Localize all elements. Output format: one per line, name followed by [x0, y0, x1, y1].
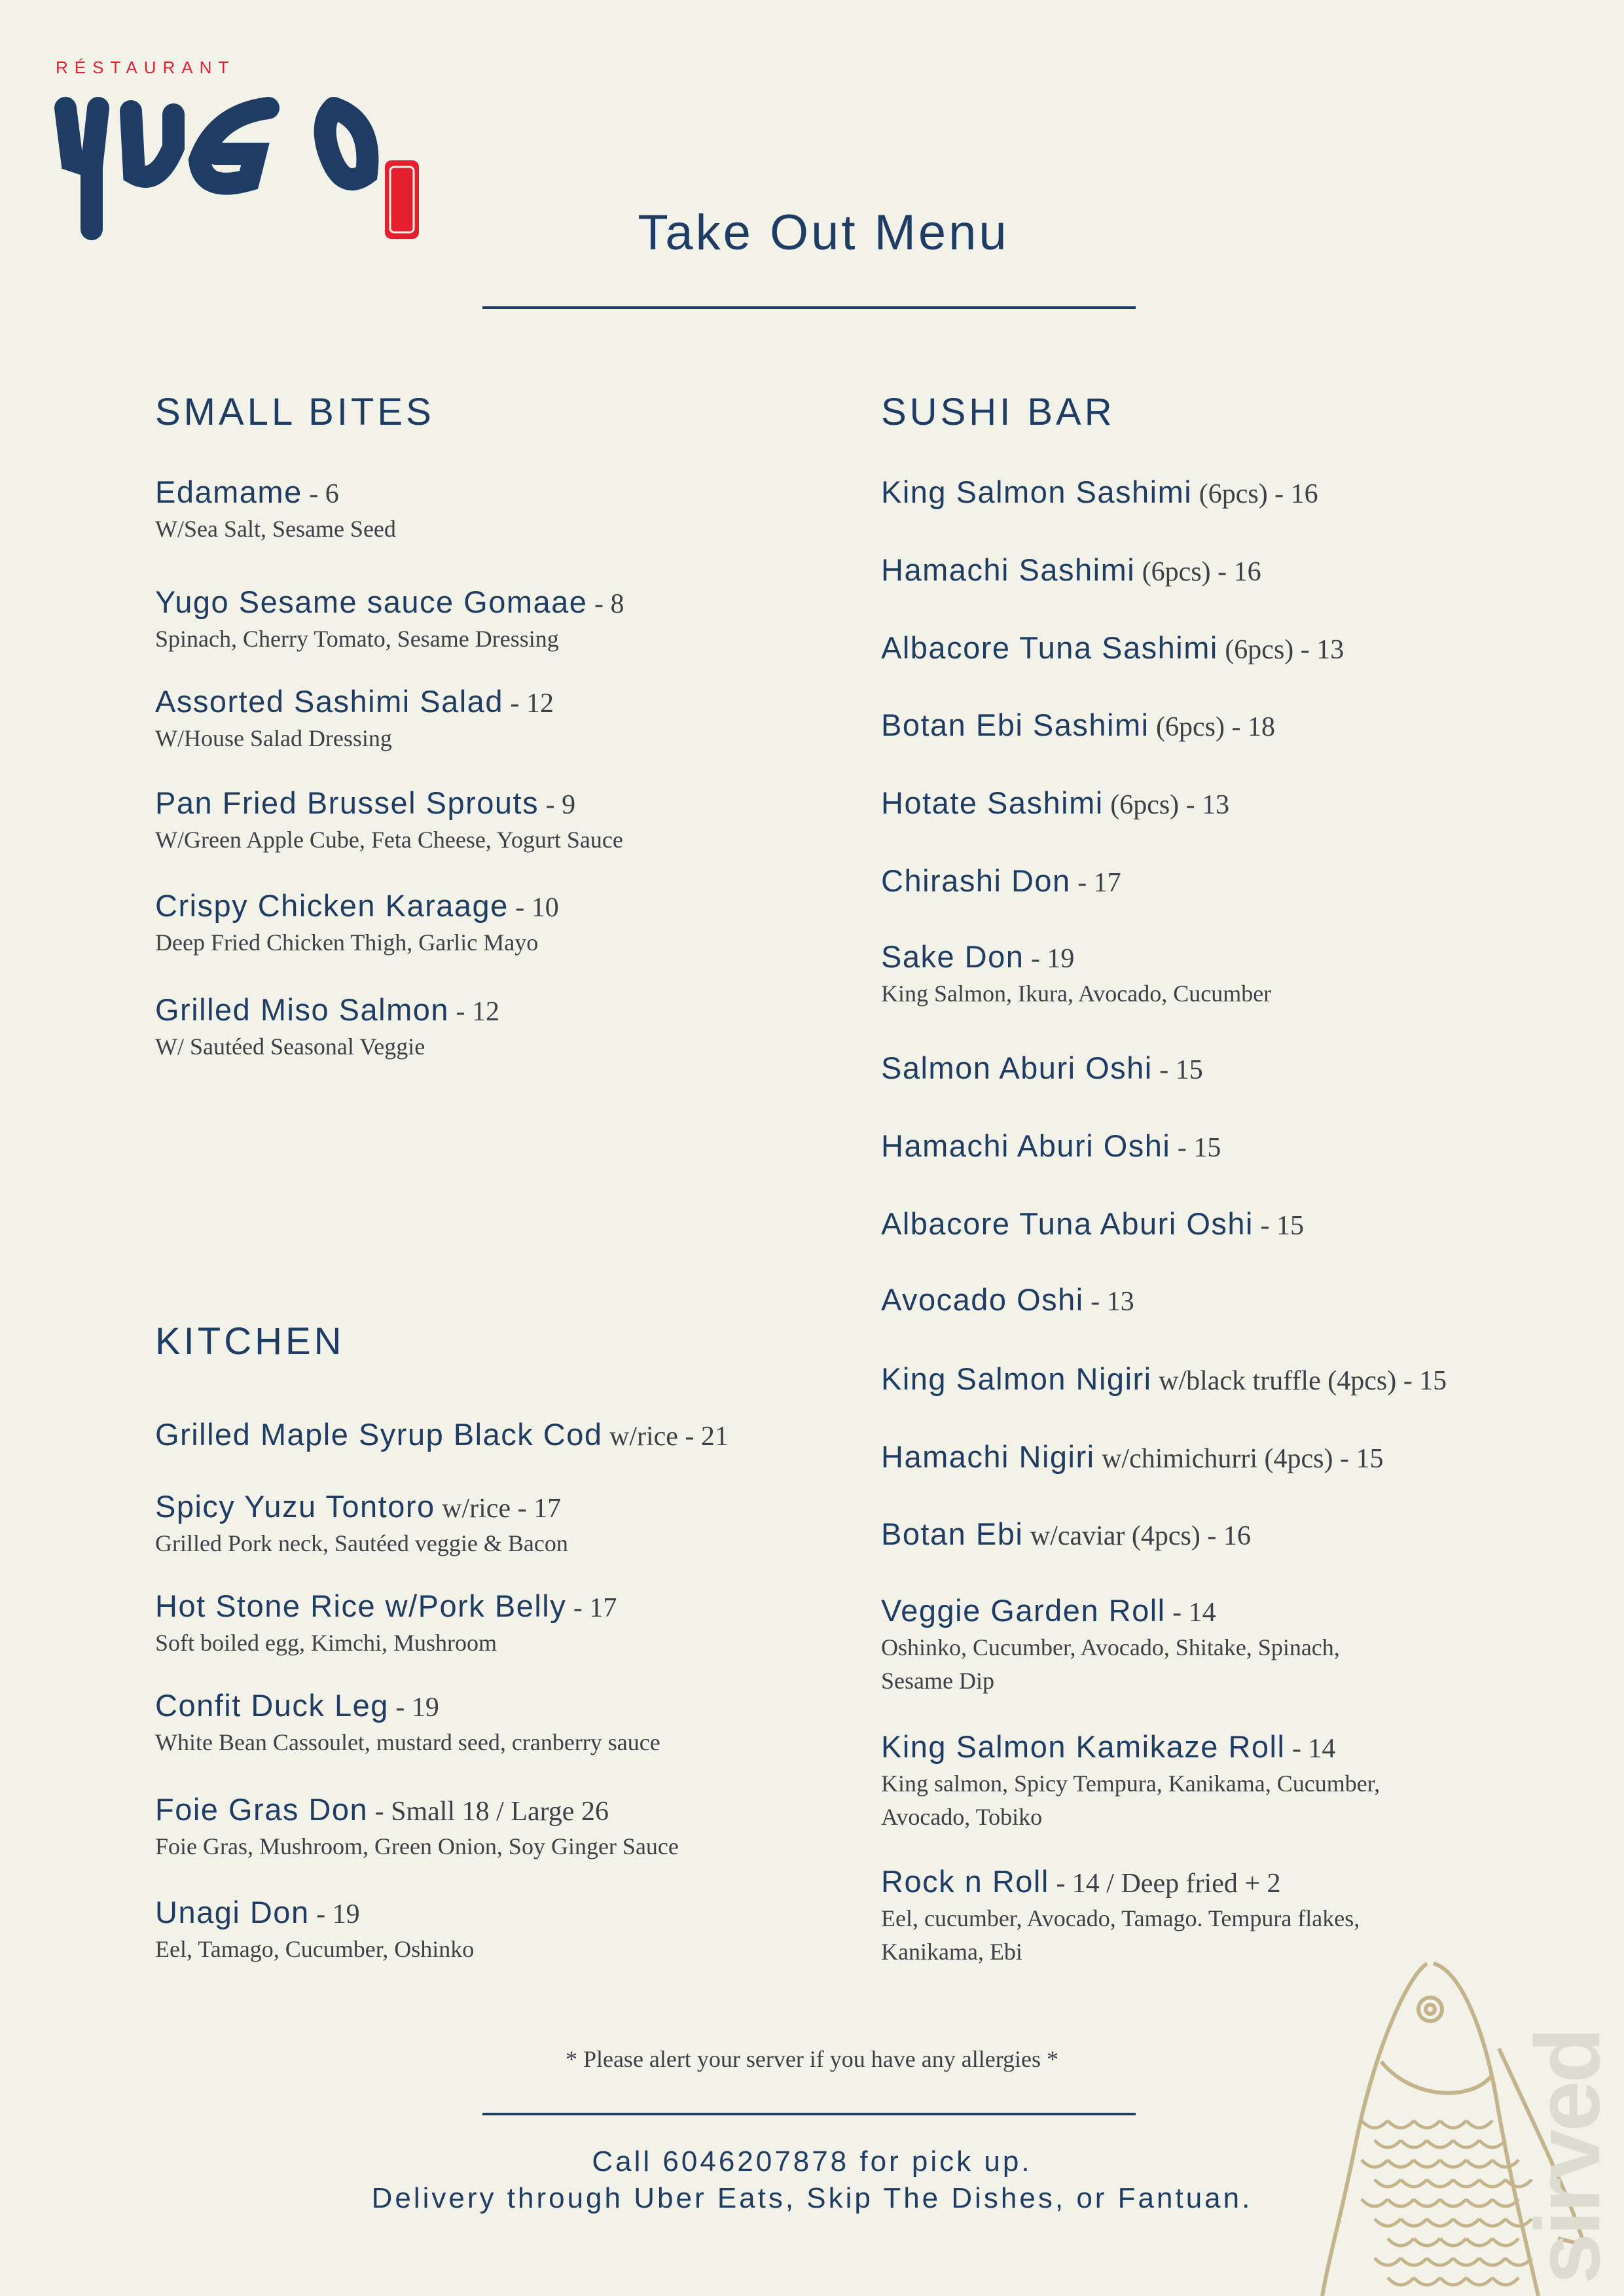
fish-scale [1479, 2258, 1506, 2265]
menu-item-description: King Salmon, Ikura, Avocado, Cucumber [881, 980, 1272, 1007]
fish-scale [1375, 2219, 1401, 2226]
menu-item-price: w/black truffle (4pcs) - 15 [1151, 1366, 1447, 1396]
menu-item-price: - 17 [1070, 868, 1121, 898]
menu-item [881, 1282, 1134, 1320]
menu-item-name: Sake Don [881, 939, 1024, 974]
menu-item-description: W/House Salad Dressing [155, 725, 392, 751]
menu-item-price: - 17 [566, 1593, 617, 1623]
menu-item [155, 1588, 617, 1660]
menu-item-name: Hotate Sashimi [881, 785, 1104, 820]
menu-item-name: Hamachi Sashimi [881, 552, 1136, 587]
menu-item-price: - 15 [1152, 1055, 1203, 1085]
fish-scale [1466, 2121, 1492, 2128]
fish-scale [1427, 2258, 1453, 2265]
menu-item-price: (6pcs) - 13 [1103, 790, 1230, 820]
menu-item-price: - 10 [508, 893, 559, 923]
menu-item [881, 1361, 1447, 1399]
menu-item [881, 1050, 1203, 1088]
menu-item-description: Eel, Tamago, Cucumber, Oshinko [155, 1936, 475, 1962]
menu-item-name: Edamame [155, 475, 302, 509]
menu-item-price: w/caviar (4pcs) - 16 [1023, 1521, 1251, 1551]
menu-item [881, 552, 1261, 590]
fish-scale [1440, 2238, 1466, 2246]
menu-item-name: Albacore Tuna Aburi Oshi [881, 1206, 1254, 1241]
menu-item [881, 1206, 1304, 1244]
section-heading-kitchen: KITCHEN [155, 1320, 345, 1363]
menu-item-description: W/ Sautéed Seasonal Veggie [155, 1033, 425, 1060]
menu-item-name: Chirashi Don [881, 863, 1071, 898]
menu-item-description: Eel, cucumber, Avocado, Tamago. Tempura flakes, Kanikama, Ebi [881, 1905, 1360, 1965]
menu-item-name: Hot Stone Rice w/Pork Belly [155, 1588, 567, 1623]
menu-item-name: Rock n Roll [881, 1864, 1049, 1899]
menu-item-description: Foie Gras, Mushroom, Green Onion, Soy Ginger Sauce [155, 1833, 679, 1859]
menu-item-name: Salmon Aburi Oshi [881, 1050, 1153, 1085]
menu-item-price: - 12 [503, 689, 554, 719]
menu-item [881, 1863, 1360, 1969]
fish-scale [1479, 2219, 1506, 2226]
menu-item-price: - 8 [587, 589, 624, 619]
menu-item-price: - 14 [1285, 1734, 1336, 1764]
fish-scale [1388, 2238, 1414, 2246]
fish-scale [1453, 2258, 1479, 2265]
fish-scale [1388, 2121, 1414, 2128]
menu-item-price: (6pcs) - 16 [1135, 557, 1261, 587]
fish-scale [1414, 2238, 1440, 2246]
menu-item-name: Hamachi Aburi Oshi [881, 1128, 1171, 1163]
fish-scale [1466, 2238, 1492, 2246]
menu-item-price: - 19 [1024, 944, 1075, 974]
menu-item [881, 630, 1344, 668]
menu-item-price: - 19 [309, 1899, 360, 1929]
menu-item [881, 1439, 1383, 1477]
fish-scale [1414, 2278, 1440, 2285]
menu-item [881, 863, 1121, 901]
menu-item [155, 1687, 660, 1759]
call-info: Call 6046207878 for pick up. [592, 2145, 1032, 2178]
menu-item-name: King Salmon Kamikaze Roll [881, 1729, 1286, 1764]
menu-item-name: Grilled Miso Salmon [155, 992, 450, 1027]
menu-item-name: Assorted Sashimi Salad [155, 684, 503, 719]
menu-item-name: King Salmon Nigiri [881, 1361, 1152, 1396]
menu-item-name: Grilled Maple Syrup Black Cod [155, 1417, 603, 1452]
menu-item-price: (6pcs) - 18 [1149, 712, 1275, 742]
menu-item-description: Spinach, Cherry Tomato, Sesame Dressing [155, 626, 559, 652]
menu-item [881, 1128, 1221, 1166]
fish-scale [1414, 2121, 1440, 2128]
title-divider [482, 306, 1136, 309]
menu-item-price: - 9 [539, 790, 576, 820]
menu-item [881, 1516, 1251, 1554]
menu-item [881, 939, 1271, 1011]
menu-item-price: - 14 / Deep fried + 2 [1049, 1869, 1281, 1899]
menu-item-description: W/Green Apple Cube, Feta Cheese, Yogurt Sauce [155, 827, 623, 853]
menu-item-price: - 6 [302, 479, 339, 509]
menu-item-name: Pan Fried Brussel Sprouts [155, 785, 539, 820]
menu-item [155, 785, 623, 857]
menu-item [155, 1791, 679, 1863]
menu-item [155, 1894, 474, 1966]
menu-item-name: Veggie Garden Roll [881, 1593, 1166, 1628]
menu-item-name: Botan Ebi [881, 1516, 1024, 1551]
watermark: sirved [1516, 2030, 1619, 2284]
fish-scale [1466, 2278, 1492, 2285]
menu-item-name: Crispy Chicken Karaage [155, 888, 509, 923]
menu-item-price: w/rice - 17 [435, 1494, 562, 1524]
menu-item-name: King Salmon Sashimi [881, 475, 1193, 509]
fish-scale [1440, 2278, 1466, 2285]
menu-item-price: - 15 [1170, 1133, 1221, 1163]
fish-scale [1492, 2238, 1519, 2246]
footer-divider [482, 2113, 1136, 2115]
section-heading-sushi-bar: SUSHI BAR [881, 391, 1115, 433]
menu-item [155, 683, 554, 755]
menu-item-price: - 12 [449, 997, 500, 1027]
fish-scale [1362, 2121, 1388, 2128]
menu-item [881, 474, 1318, 512]
allergy-note: * Please alert your server if you have any allergies * [565, 2046, 1059, 2072]
menu-item [155, 1488, 568, 1560]
menu-item-name: Botan Ebi Sashimi [881, 708, 1149, 742]
menu-item [881, 707, 1275, 745]
fish-scale [1440, 2121, 1466, 2128]
menu-item-description: King salmon, Spicy Tempura, Kanikama, Cucumber, Avocado, Tobiko [881, 1770, 1380, 1830]
menu-item-price: (6pcs) - 13 [1218, 635, 1344, 665]
menu-item-price: - 19 [388, 1693, 439, 1723]
menu-item-description: W/Sea Salt, Sesame Seed [155, 516, 396, 542]
menu-item-price: - 14 [1165, 1598, 1216, 1628]
menu-item-description: Soft boiled egg, Kimchi, Mushroom [155, 1630, 497, 1656]
fish-scale [1492, 2278, 1519, 2285]
menu-item-description: White Bean Cassoulet, mustard seed, cranberry sauce [155, 1729, 660, 1755]
menu-item-description: Grilled Pork neck, Sautéed veggie & Bacon [155, 1530, 568, 1556]
menu-item-name: Foie Gras Don [155, 1792, 369, 1827]
menu-item [881, 1592, 1340, 1698]
fish-scale [1401, 2219, 1427, 2226]
menu-item-price: w/rice - 21 [602, 1422, 729, 1452]
menu-item-name: Hamachi Nigiri [881, 1439, 1095, 1474]
fish-scale [1453, 2219, 1479, 2226]
menu-item-name: Albacore Tuna Sashimi [881, 630, 1218, 665]
restaurant-label: RÉSTAURANT [56, 58, 236, 77]
fish-scale [1388, 2278, 1414, 2285]
menu-item-name: Yugo Sesame sauce Gomaae [155, 584, 588, 619]
menu-item-name: Spicy Yuzu Tontoro [155, 1489, 435, 1524]
menu-item [155, 1416, 729, 1455]
menu-item [155, 584, 624, 656]
menu-item-name: Unagi Don [155, 1895, 310, 1929]
page-title: Take Out Menu [638, 205, 1009, 260]
menu-item [155, 474, 396, 546]
menu-item-price: - 15 [1253, 1211, 1304, 1241]
menu-item [155, 888, 559, 960]
menu-item-description: Oshinko, Cucumber, Avocado, Shitake, Spinach, Sesame Dip [881, 1634, 1340, 1694]
fish-scale [1427, 2219, 1453, 2226]
delivery-info: Delivery through Uber Eats, Skip The Dishes, or Fantuan. [371, 2182, 1253, 2214]
fish-scale [1375, 2258, 1401, 2265]
menu-item-description: Deep Fried Chicken Thigh, Garlic Mayo [155, 929, 539, 956]
menu-item [881, 785, 1229, 823]
menu-item-name: Avocado Oshi [881, 1282, 1084, 1317]
menu-item-price: (6pcs) - 16 [1192, 479, 1318, 509]
menu-item-name: Confit Duck Leg [155, 1688, 389, 1723]
menu-item-price: - 13 [1083, 1287, 1134, 1317]
menu-item-price: - Small 18 / Large 26 [368, 1797, 609, 1827]
fish-scale [1401, 2258, 1427, 2265]
section-heading-small-bites: SMALL BITES [155, 391, 435, 433]
menu-item-price: w/chimichurri (4pcs) - 15 [1094, 1444, 1384, 1474]
menu-item [155, 992, 499, 1064]
menu-item [881, 1729, 1380, 1834]
